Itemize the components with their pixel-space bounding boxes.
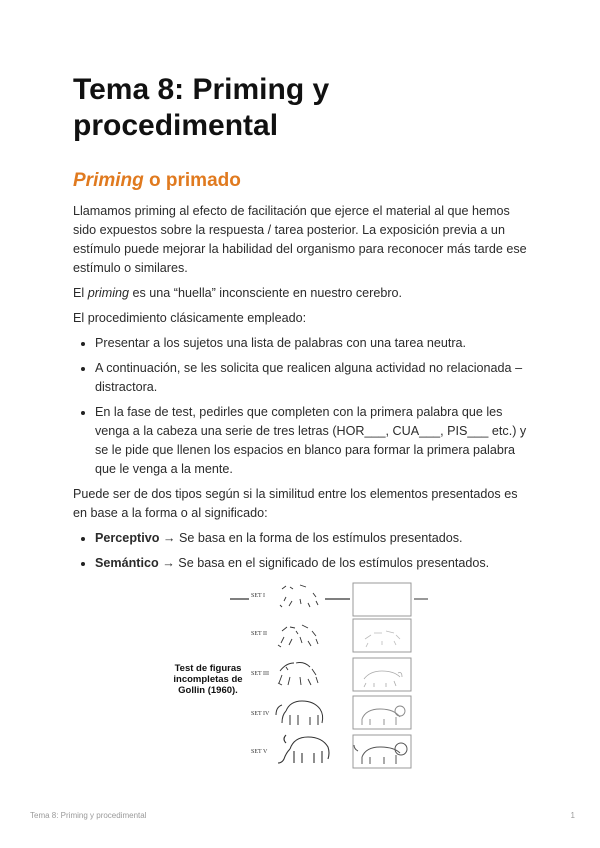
set-label: SET III (251, 671, 270, 677)
page-number: 1 (570, 811, 575, 820)
elephant-fragment-1 (280, 585, 318, 607)
lion-fragment-4 (362, 706, 405, 725)
set-label: SET V (251, 749, 268, 755)
list-item (95, 554, 529, 573)
section-heading-italic: Priming (73, 170, 144, 191)
page-title: Tema 8: Priming y procedimental (73, 73, 330, 142)
section-heading (73, 170, 529, 192)
p2-post: es una “huella” inconsciente en nuestro cerebro. (129, 286, 403, 300)
procedure-list (73, 334, 529, 479)
list-item: • A continuación, se les solicita que realicen alguna actividad no relacionada – distractora. (95, 359, 529, 397)
list-item (95, 529, 529, 548)
figure-caption: Test de figuras incompletas de Gollin (1960). (173, 663, 243, 696)
lion-full (354, 743, 407, 764)
paragraph-types-intro: Puede ser de dos tipos según si la similitud entre los elementos presentados es en base a la forma o al significado: (73, 487, 518, 520)
paragraph-procedure-intro: El procedimiento clásicamente empleado: (73, 311, 307, 325)
page-footer (30, 811, 575, 820)
elephant-fragment-3 (278, 663, 318, 686)
paragraph-definition: Llamamos priming al efecto de facilitación que ejerce el material al que hemos sido expuestos sobre la respuesta / tarea posterior. La exposición previa a un estímulo puede mejorar la habilidad del organismo para reconocer más tarde ese estímulo o similares. (73, 204, 527, 275)
elephant-fragment-4 (276, 701, 323, 725)
type-desc: Se basa en el significado de los estímulos presentados. (174, 556, 490, 570)
types-list (73, 529, 529, 573)
elephant-fragment-2 (278, 625, 318, 647)
list-item: • Presentar a los sujetos una lista de palabras con una tarea neutra. (95, 334, 529, 353)
gollin-figure (150, 575, 450, 775)
arrow-icon: → (162, 531, 176, 545)
lion-fragment-2 (365, 631, 400, 647)
elephant-full (278, 735, 329, 763)
footer-title: Tema 8: Priming y procedimental (30, 811, 147, 820)
p2-italic: priming (87, 286, 129, 300)
set-label: SET II (251, 631, 268, 637)
type-desc: Se basa en la forma de los estímulos presentados. (175, 531, 463, 545)
p2-pre: El (73, 286, 88, 300)
type-term: Semántico (95, 556, 159, 570)
type-term: Perceptivo (95, 531, 160, 545)
list-item: • En la fase de test, pedirles que completen con la primera palabra que les venga a la cabeza una serie de tres letras (HOR___, CUA___, PIS___ etc.) y se le pide que llenen los espacios en blanco para formar la primera palabra que le venga a la mente. (95, 403, 529, 479)
section-heading-rest: o primado (143, 170, 241, 191)
lion-fragment-3 (364, 671, 402, 687)
paragraph-huella (73, 284, 529, 303)
set-label: SET I (251, 593, 266, 599)
gollin-figure-drawing (150, 575, 450, 775)
set-label: SET IV (251, 711, 270, 717)
document-page (73, 72, 529, 579)
arrow-icon: → (162, 556, 175, 570)
